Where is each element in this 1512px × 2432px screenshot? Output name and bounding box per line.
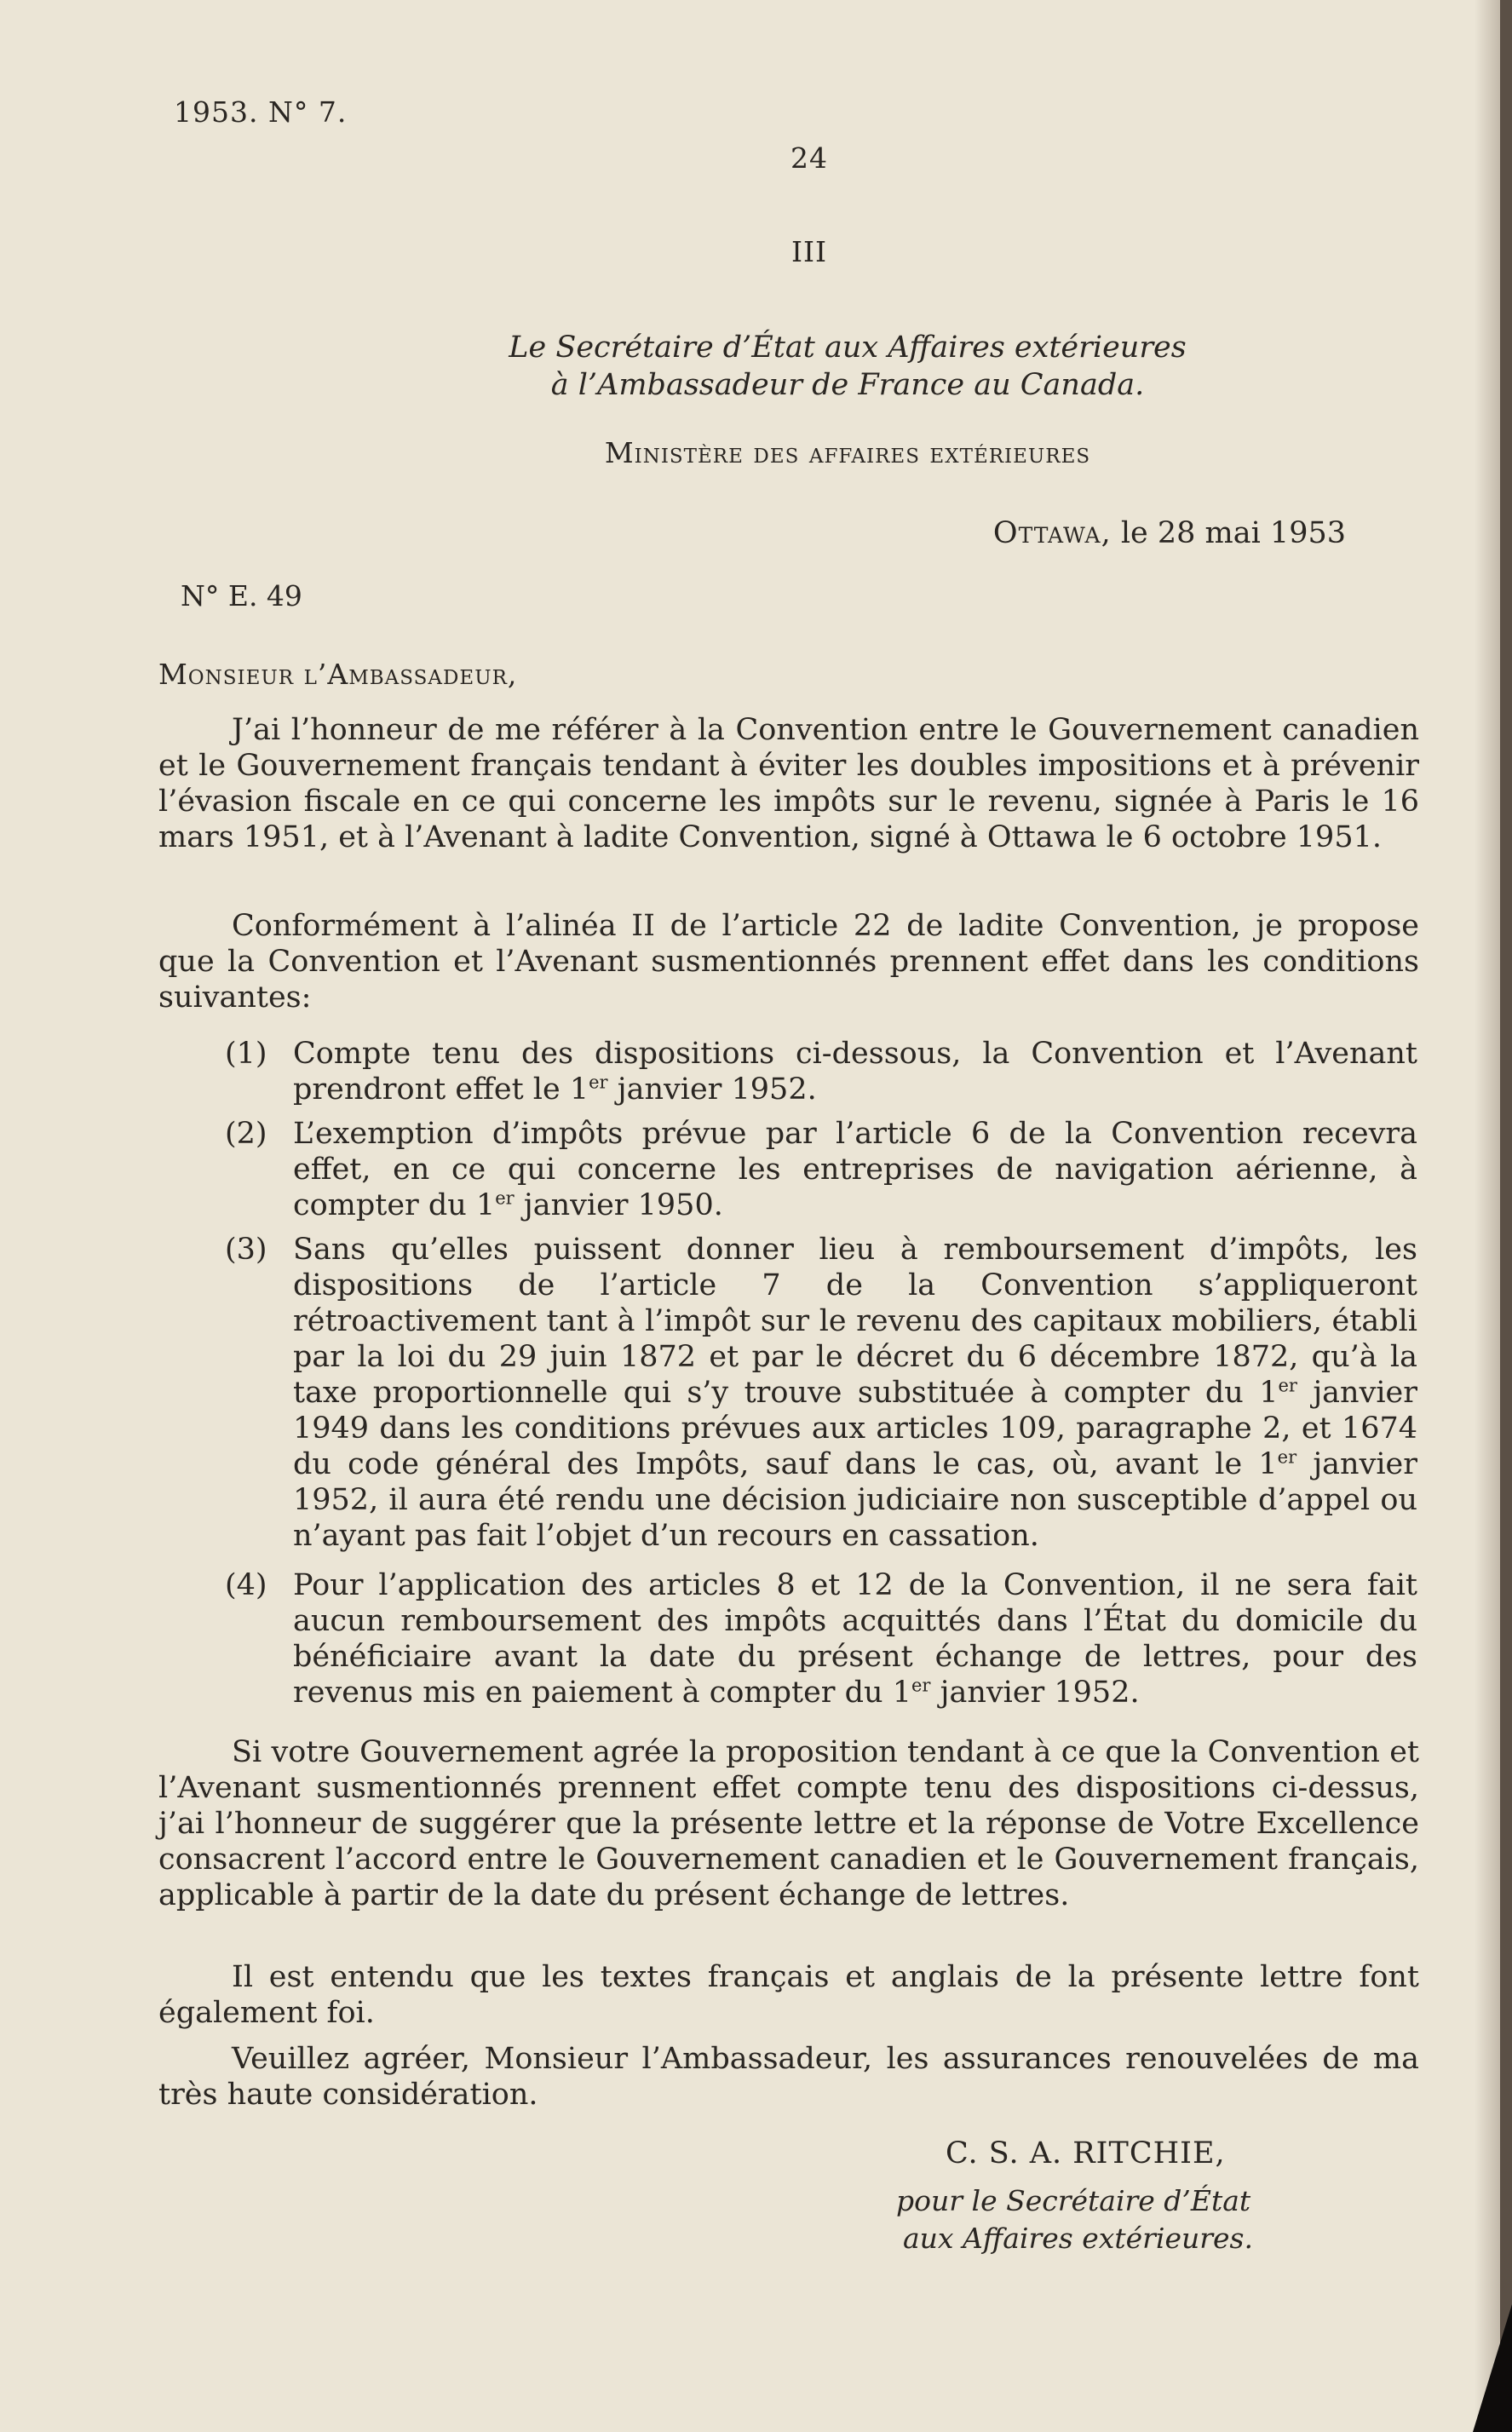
item-text: Pour l’application des articles 8 et 12 de la Convention, il ne sera fait aucun remboursement des impôts acquittés dans l’État du domicile du bénéficiaire avant la date du présent échange de lettres, pour des revenus mis en paiement à compter du 1er janvier 1952. [293, 1568, 1417, 1710]
item-text: Sans qu’elles puissent donner lieu à remboursement d’impôts, les dispositions de l’article 7 de la Convention s’appliqueront rétroactivement tant à l’impôt sur le revenu des capitaux mobiliers, établi par la loi du 29 juin 1872 et par le décret du 6 décembre 1872, qu’à la taxe proportionnelle qui s’y trouve substituée à compter du 1er janvier 1949 dans les conditions prévues aux articles 109, paragraphe 2, et 1674 du code général des Impôts, sauf dans le cas, où, avant le 1er janvier 1952, il aura été rendu une décision judiciaire non susceptible d’appel ou n’ayant pas fait l’objet d’un recours en cassation. [293, 1233, 1417, 1553]
paragraph-agreement: Si votre Gouvernement agrée la proposition tendant à ce que la Convention et l’Avenant susmentionnés prennent effet compte tenu des dispositions ci-dessus, j’ai l’honneur de suggérer que la présente lettre et la réponse de Votre Excellence consacrent l’accord entre le Gouvernement canadien et le Gouvernement français, applicable à partir de la date du présent échange de lettres. [158, 1735, 1419, 1912]
item-text: Compte tenu des dispositions ci-dessous, la Convention et l’Avenant prendront effet le 1er janvier 1952. [293, 1037, 1417, 1107]
item-text: L’exemption d’impôts prévue par l’article 6 de la Convention recevra effet, en ce qui concerne les entreprises de navigation aérienne, à compter du 1er janvier 1950. [293, 1117, 1417, 1222]
address-line-1: Le Secrétaire d’État aux Affaires extérieures [509, 331, 1187, 365]
letter-number: N° E. 49 [181, 579, 302, 612]
page-number: 24 [790, 141, 828, 175]
item-number: (3) [225, 1233, 267, 1267]
signature-title-2: aux Affaires extérieures. [903, 2222, 1253, 2255]
signature-name: C. S. A. RITCHIE, [946, 2136, 1226, 2170]
item-number: (1) [225, 1037, 267, 1071]
page-edge-shadow [1475, 0, 1500, 2432]
paragraph-languages: Il est entendu que les textes français et anglais de la présente lettre font également foi. [158, 1960, 1419, 2030]
condition-item-1 [225, 1036, 1417, 1109]
page-edge [1500, 0, 1512, 2432]
paragraph-closing: Veuillez agréer, Monsieur l’Ambassadeur, les assurances renouvelées de ma très haute considération. [158, 2042, 1419, 2112]
paragraph-proposal: Conformément à l’alinéa II de l’article 22 de ladite Convention, je propose que la Convention et l’Avenant susmentionnés prennent effet dans les conditions suivantes: [158, 909, 1419, 1015]
item-number: (4) [225, 1568, 267, 1602]
dateline-date: le 28 mai 1953 [1120, 516, 1346, 550]
document-reference: 1953. N° 7. [174, 95, 348, 129]
condition-item-4 [225, 1567, 1417, 1712]
salutation: Monsieur l’Ambassadeur, [158, 658, 518, 691]
dateline [937, 516, 1346, 550]
condition-item-2 [225, 1116, 1417, 1225]
address-line-2: à l’Ambassadeur de France au Canada. [550, 368, 1145, 402]
item-number: (2) [225, 1117, 267, 1151]
section-numeral: III [790, 235, 828, 268]
paragraph-reference-convention: J’ai l’honneur de me référer à la Convention entre le Gouvernement canadien et le Gouvernement français tendant à éviter les doubles impositions et à prévenir l’évasion fiscale en ce qui concerne les impôts sur le revenu, signée à Paris le 16 mars 1951, et à l’Avenant à ladite Convention, signé à Ottawa le 6 octobre 1951. [158, 713, 1419, 854]
condition-item-3 [225, 1232, 1417, 1555]
ministry-heading: Ministère des affaires extérieures [604, 436, 1091, 469]
page-corner-shadow [1473, 2304, 1512, 2432]
signature-title-1: pour le Secrétaire d’État [896, 2184, 1251, 2217]
dateline-place: Ottawa, [992, 516, 1112, 550]
